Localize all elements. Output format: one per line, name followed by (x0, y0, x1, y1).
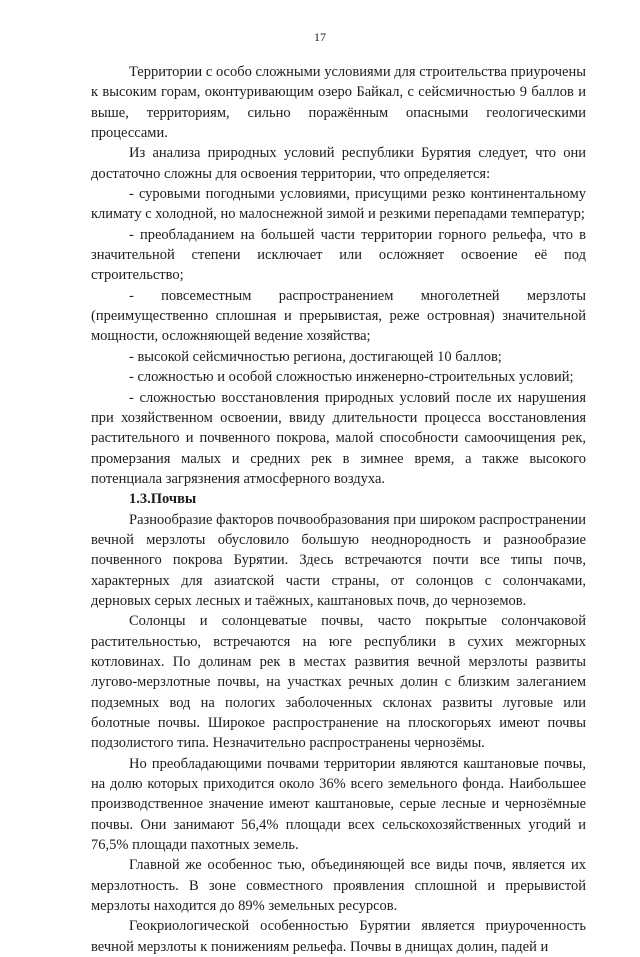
list-item: - сложностью и особой сложностью инженерно-строительных условий; (129, 369, 574, 386)
paragraph: Солонцы и солонцеватые почвы, часто покрытые солончаковой растительностью, встречаются на юге республики в сухих межгорных котловинах. По долинам рек в местах развития вечной мерзлоты развиты лугово-мерзлотные почвы, на участках речных долин с близким залеганием подземных вод на пологих заболоченных склонах развиты луговые или болотные почвы. Широкое распространение на плоскогорьях имеют почвы подзолистого типа. Незначительно распространены чернозёмы. (91, 613, 586, 752)
list-item: - повсеместным распространением многолетней мерзлоты (преимущественно сплошная и прерывистая, реже островная) значительной мощности, осложняющей ведение хозяйства; (91, 287, 586, 345)
paragraph: Из анализа природных условий республики Бурятия следует, что они достаточно сложны для освоения территории, что определяется: (91, 145, 586, 182)
list-item: - преобладанием на большей части территории горного рельефа, что в значительной степени исключает или осложняет освоение её под строительство; (91, 226, 586, 284)
paragraph: Территории с особо сложными условиями для строительства приурочены к высоким горам, оконтуривающим озеро Байкал, с сейсмичностью 9 баллов и выше, территориям, сильно поражённым опасными геологическими процессами. (91, 64, 586, 142)
list-item: - высокой сейсмичностью региона, достигающей 10 баллов; (129, 348, 502, 365)
list-item: - суровыми погодными условиями, присущими резко континентальному климату с холодной, но малоснежной зимой и резкими перепадами температур; (91, 186, 586, 223)
page-number: 17 (314, 30, 326, 44)
list-item: - сложностью восстановления природных условий после их нарушения при хозяйственном освоении, ввиду длительности процесса восстановления растительного и почвенного покрова, малой способности самоочищения рек, промерзания малых и средних рек в зимнее время, а также высокого потенциала загрязнения атмосферного воздуха. (91, 389, 586, 487)
document-body (91, 62, 586, 957)
paragraph: Главной же особеннос тью, объединяющей все виды почв, является их мерзлотность. В зоне совместного проявления сплошной и прерывистой мерзлоты находится до 89% земельных ресурсов. (91, 857, 586, 915)
paragraph: Разнообразие факторов почвообразования при широком распространении вечной мерзлоты обусловило большую неоднородность и разнообразие почвенного покрова Бурятии. Здесь встречаются почти все типы почв, характерных для азиатской части страны, от солонцов с солончаками, дерновых серых лесных и таёжных, каштановых почв, до черноземов. (91, 511, 586, 609)
paragraph: Геокриологической особенностью Бурятии является приуроченность вечной мерзлоты к понижениям рельефа. Почвы в днищах долин, падей и (91, 918, 586, 955)
paragraph: Но преобладающими почвами территории являются каштановые почвы, на долю которых приходится около 36% всего земельного фонда. Наибольшее производственное значение имеют каштановые, серые лесные и чернозёмные почвы. Они занимают 56,4% площади всех сельскохозяйственных угодий и 76,5% площади пахотных земель. (91, 755, 586, 854)
section-heading: 1.3.Почвы (129, 491, 197, 508)
